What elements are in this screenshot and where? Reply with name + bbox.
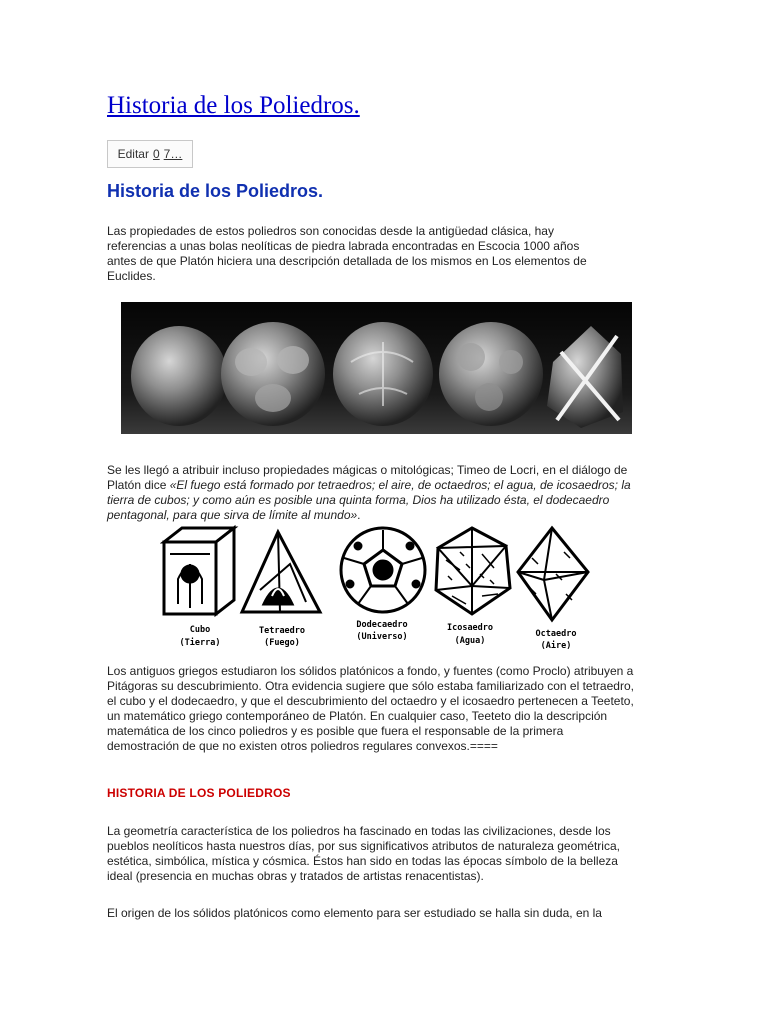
text-line: Se les llegó a atribuir incluso propiedades mágicas o mitológicas; Timeo de Locri, en el diálogo de [107,463,628,477]
tetrahedron-label: Tetraedro [258,626,306,636]
paragraph-origin [107,906,667,921]
more-link[interactable]: 7… [163,147,183,161]
text-line: El origen de los sólidos platónicos como elemento para ser estudiado se halla sin duda, en la [107,906,602,920]
tetrahedron-drawing [242,532,320,612]
paragraph-geometry [107,824,667,884]
paragraph-intro [107,224,667,284]
stone-ball [439,322,543,426]
quote-fragment: tierra de cubos; y como aún es posible una quinta forma, Dios ha utilizado ésta, el dodecaedro [107,493,610,507]
text-line: Los antiguos griegos estudiaron los sólidos platónicos a fondo, y fuentes (como Proclo) atribuyen a [107,664,634,678]
edit-label: Editar [117,147,149,161]
text-line: pueblos neolíticos hasta nuestros días, por sus significativos atributos de naturaleza geométrica, [107,839,620,853]
text-line [107,493,667,508]
text-line: Pitágoras su descubrimiento. Otra evidencia sugiere que sólo estaba familiarizado con el tetraedro, [107,679,634,693]
solid-labels [180,620,577,651]
text-line: Las propiedades de estos poliedros son conocidas desde la antigüedad clásica, hay [107,224,554,238]
text-line: matemática de los cinco poliedros y es posible que fuera el responsable de la primera [107,724,564,738]
tetrahedron-element-label: (Fuego) [264,638,300,648]
text-line [107,478,667,493]
quote-fragment: «El fuego está formado por tetraedros; el aire, de octaedros; el agua, de icosaedros; la [169,478,631,492]
cube-drawing [164,528,234,614]
text-line: estética, simbólica, mística y cósmica. Éstos han sido en todas las épocas símbolo de la belleza [107,854,618,868]
octahedron-element-label: (Aire) [540,641,572,651]
platonic-solids-illustration [160,524,592,652]
text-line: La geometría característica de los poliedros ha fascinado en todas las civilizaciones, desde los [107,824,611,838]
dodecahedron-drawing [341,528,425,612]
icosahedron-label: Icosaedro [446,623,494,633]
icosahedron-drawing [436,528,510,614]
stone-ball [333,322,433,426]
dodecahedron-element-label: (Universo) [356,632,408,642]
cube-label: Cubo [189,625,211,635]
page-title[interactable]: Historia de los Poliedros. [107,92,360,119]
text-line: demostración de que no existen otros poliedros regulares convexos.==== [107,739,498,753]
text-line: referencias a unas bolas neolíticas de piedra labrada encontradas en Escocia 1000 años [107,239,580,253]
text-line: Euclides. [107,269,156,283]
paragraph-timeo [107,463,667,523]
text-line: antes de que Platón hiciera una descripción detallada de los mismos en Los elementos de [107,254,587,268]
paragraph-greeks [107,664,667,754]
octahedron-drawing [518,528,588,620]
cube-element-label: (Tierra) [179,638,221,648]
quote-fragment: pentagonal, para que sirva de límite al mundo» [107,508,358,522]
icosahedron-element-label: (Agua) [454,636,486,646]
text-line: un matemático griego contemporáneo de Platón. En cualquier caso, Teeteto dio la descripción [107,709,608,723]
article-heading: Historia de los Poliedros. [107,181,324,201]
text-line: ideal (presencia en muchas obras y tratados de artistas renacentistas). [107,869,484,883]
neolithic-stone-balls-photo [121,302,632,434]
text-line: el cubo y el dodecaedro, y que el descubrimiento del octaedro y el icosaedro pertenecen a Teeteto, [107,694,634,708]
stone-ball [131,326,227,426]
text-fragment: Platón dice [107,478,170,492]
comment-count-link[interactable]: 0 [152,147,160,161]
section-subheading: HISTORIA DE LOS POLIEDROS [107,786,291,800]
stone-ball [221,322,325,426]
edit-toolbar [107,140,193,168]
text-fragment: . [357,508,361,522]
dodecahedron-label: Dodecaedro [356,620,408,630]
text-line [107,508,667,523]
octahedron-label: Octaedro [535,629,577,639]
